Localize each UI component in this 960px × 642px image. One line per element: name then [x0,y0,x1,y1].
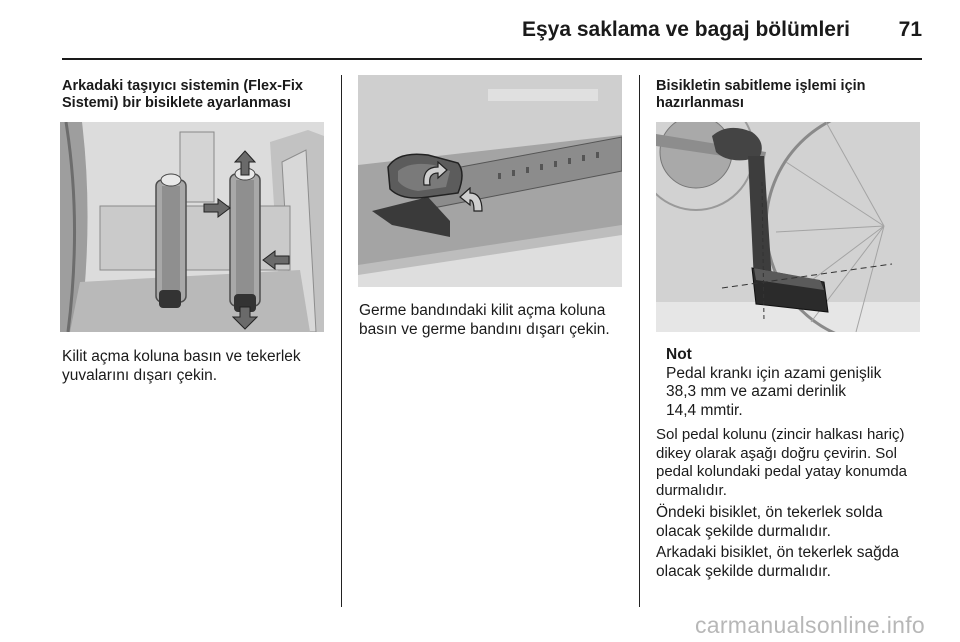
note-line: 14,4 mmtir. [666,401,743,419]
arrow-up-icon [234,150,256,176]
paragraph-left-pedal [656,426,936,500]
arrow-left-icon [458,187,484,213]
column-divider-2 [639,75,640,607]
paragraph-line: Öndeki bisiklet, ön tekerlek solda [656,504,883,521]
curved-arrow-icon [420,161,448,187]
page-number: 71 [898,18,922,41]
paragraph-line: olacak şekilde durmalıdır. [656,522,831,540]
caption-wheel-trays [62,348,337,385]
heading-line: Bisikletin sabitleme işlemi için [656,78,866,94]
paragraph-line: durmalıdır. [656,481,727,499]
section-heading-flex-fix [62,78,337,112]
note-block [666,346,916,420]
caption-line: Germe bandındaki kilit açma koluna [359,302,606,319]
section-heading-bike-prep [656,78,926,112]
watermark: carmanualsonline.info [694,612,925,638]
caption-tension-strap [359,302,634,339]
caption-line: basın ve germe bandını dışarı çekin. [359,320,610,338]
paragraph-line: Sol pedal kolunu (zincir halkası hariç) [656,426,905,443]
page-header-title: Eşya saklama ve bagaj bölümleri [521,18,850,41]
paragraph-front-bike [656,504,931,541]
paragraph-rear-bike [656,544,931,581]
caption-line: Kilit açma koluna basın ve tekerlek [62,348,301,365]
caption-line: yuvalarını dışarı çekin. [62,366,218,384]
note-line: Pedal krankı için azami genişlik [666,364,882,382]
heading-line: Arkadaki taşıyıcı sistemin (Flex-Fix [62,78,303,94]
heading-line: Sistemi) bir bisiklete ayarlanması [62,95,291,111]
arrow-left-icon [262,250,290,270]
paragraph-line: olacak şekilde durmalıdır. [656,562,831,580]
column-divider-1 [341,75,342,607]
figure-tension-strap [358,75,622,287]
paragraph-line: Arkadaki bisiklet, ön tekerlek sağda [656,544,899,561]
illustration-pedal-position [656,122,920,332]
figure-pedal-position [656,122,920,332]
illustration-tension-strap [358,75,622,287]
header-rule [62,58,922,60]
illustration-wheel-trays [60,122,324,332]
paragraph-line: dikey olarak aşağı doğru çevirin. Sol [656,444,897,462]
arrow-down-icon [232,306,258,330]
note-line: 38,3 mm ve azami derinlik [666,383,847,400]
paragraph-line: pedal kolundaki pedal yatay konumda [656,463,908,480]
arrow-right-icon [203,198,231,218]
figure-wheel-trays [60,122,324,332]
note-title: Not [666,346,692,363]
heading-line: hazırlanması [656,95,744,111]
